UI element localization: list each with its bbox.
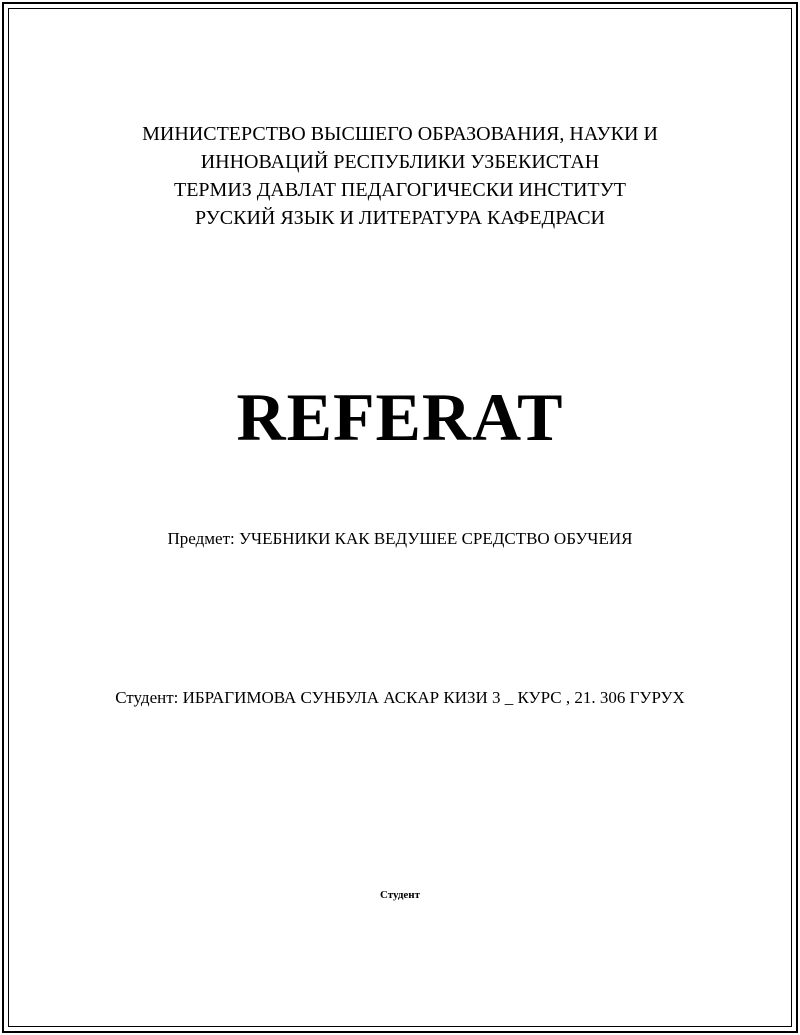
subject-line [0,527,800,551]
header-line-ministry: МИНИСТЕРСТВО ВЫСШЕГО ОБРАЗОВАНИЯ, НАУКИ И [142,123,658,145]
institution-header [0,120,800,232]
header-line-institute: ТЕРМИЗ ДАВЛАТ ПЕДАГОГИЧЕСКИ ИНСТИТУТ [173,179,626,201]
subject-label: Предмет: [167,529,235,548]
student-line [115,685,685,710]
header-line-department: РУСКИЙ ЯЗЫК И ЛИТЕРАТУРА КАФЕДРАСИ [195,207,605,229]
document-title: REFERAT [236,379,564,455]
student-value: ИБРАГИМОВА СУНБУЛА АСКАР КИЗИ 3 _ КУРС , 21. 306 ГУРУХ [182,688,685,707]
header-line-republic: ИННОВАЦИЙ РЕСПУБЛИКИ УЗБЕКИСТАН [200,151,600,173]
student-label: Студент: [115,688,179,707]
footer-student-label: Студент [379,889,421,901]
subject-value: УЧЕБНИКИ КАК ВЕДУШЕЕ СРЕДСТВО ОБУЧЕИЯ [238,529,633,548]
